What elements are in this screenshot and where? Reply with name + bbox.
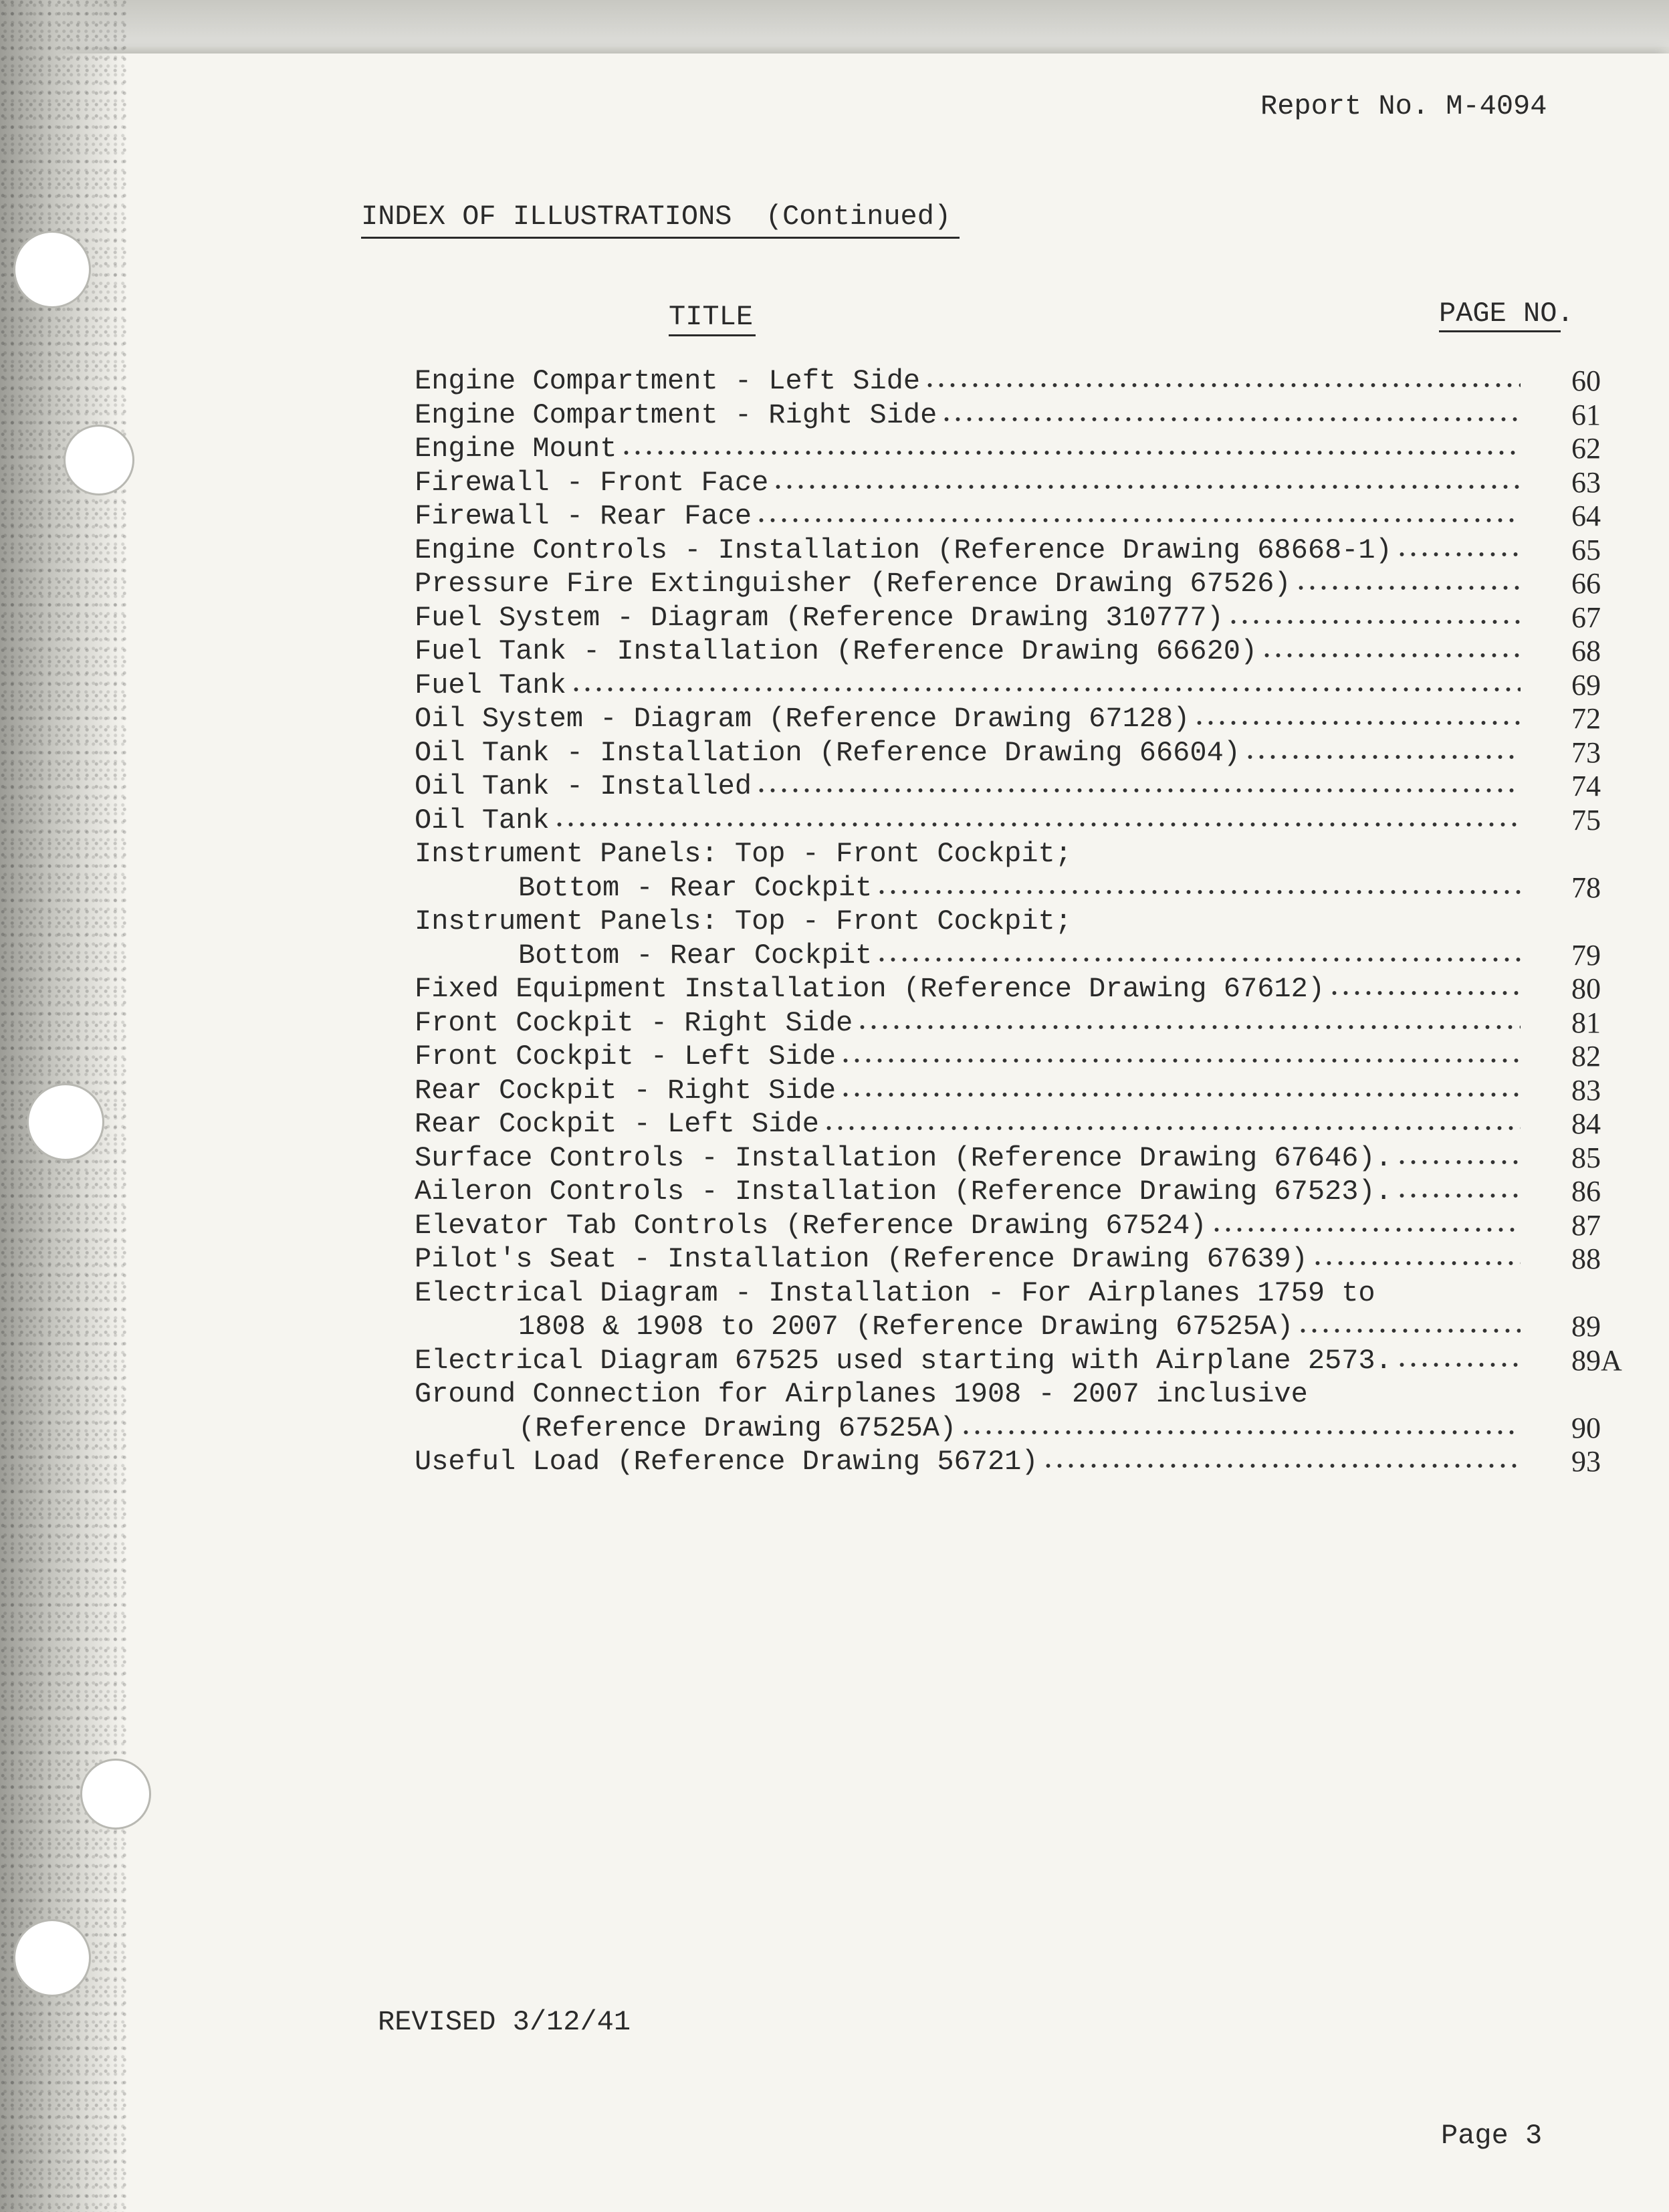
entry-page-number: 83 [1571,1073,1601,1107]
entry-title: Firewall - Front Face [415,466,769,499]
entry-page-number: 69 [1571,668,1601,701]
index-entry-line [415,803,1601,838]
index-entry-line [415,533,1601,568]
dot-leader [772,485,1521,489]
entry-title: Oil Tank - Installed [415,770,752,802]
index-entry [415,432,1601,466]
index-heading: INDEX OF ILLUSTRATIONS (Continued) [361,201,952,233]
entry-page-number: 64 [1571,500,1601,532]
dot-leader [554,822,1521,826]
index-entry-line [415,1006,1601,1040]
entry-title: Engine Compartment - Right Side [415,399,937,431]
dot-leader [1396,1363,1521,1367]
index-entry [415,736,1601,770]
dot-leader [756,788,1521,792]
index-entry [415,1445,1601,1479]
heading-underline [361,237,960,239]
entry-page-number: 78 [1571,871,1601,904]
scan-top-edge [0,0,1669,47]
dot-leader [960,1430,1521,1434]
index-entry [415,1377,1601,1445]
index-entry [415,803,1601,838]
page-number: Page 3 [1441,2120,1543,2152]
revision-date: REVISED 3/12/41 [378,2006,631,2038]
entry-title: Rear Cockpit - Left Side [415,1108,819,1140]
punch-hole [27,1083,104,1161]
entry-page-number: 89A [1571,1343,1622,1377]
dot-leader [1211,1228,1521,1232]
entry-title: Fuel System - Diagram (Reference Drawing 310777) [415,601,1224,634]
index-entry [415,905,1601,972]
index-entry [415,364,1601,399]
index-entry-line [415,1377,1525,1412]
index-entry [415,1107,1601,1141]
entry-page-number: 88 [1571,1242,1601,1275]
entry-title: Engine Mount [415,433,617,465]
dot-leader [876,958,1521,962]
entry-title: (Reference Drawing 67525A) [518,1412,957,1444]
index-entry [415,635,1601,669]
dot-leader [1312,1261,1521,1265]
dot-leader [1295,586,1521,590]
dot-leader [840,1059,1521,1063]
dot-leader [924,383,1521,387]
dot-leader [1396,1160,1521,1164]
index-entry-list [415,364,1622,1479]
index-entry-line [415,500,1601,534]
entry-title: Engine Controls - Installation (Reference Drawing 68668-1) [415,534,1392,566]
entry-title: Fuel Tank [415,669,566,701]
page-underline [1439,330,1561,332]
index-entry-line [415,702,1601,736]
index-entry [415,1277,1601,1344]
index-entry [415,465,1601,500]
report-number: Report No. M-4094 [1260,90,1547,122]
dot-leader [857,1025,1521,1029]
dot-leader [756,518,1521,522]
entry-title: Fuel Tank - Installation (Reference Drawing 66620) [415,635,1258,667]
entry-page-number: 81 [1571,1006,1601,1039]
index-entry-line [415,770,1601,804]
dot-leader [1261,653,1521,657]
entry-title: Electrical Diagram - Installation - For Airplanes 1759 to [415,1277,1375,1309]
dot-leader [1244,755,1521,759]
index-entry-line [415,567,1601,601]
index-entry-line [415,398,1601,433]
punch-hole [13,231,91,308]
index-entry [415,533,1601,568]
entry-page-number: 79 [1571,938,1601,972]
index-entry-line [415,1141,1601,1176]
dot-leader [1194,721,1521,725]
column-header-page: PAGE NO. [1439,298,1574,330]
entry-page-number: 74 [1571,770,1601,802]
entry-title: Bottom - Rear Cockpit [518,871,873,904]
entry-page-number: 75 [1571,803,1601,837]
index-entry-line [415,432,1601,466]
entry-title: Instrument Panels: Top - Front Cockpit; [415,838,1072,870]
index-entry [415,1141,1601,1176]
index-entry-line [415,736,1601,770]
entry-page-number: 65 [1571,533,1601,566]
dot-leader [1228,620,1521,624]
index-entry [415,770,1601,804]
dot-leader [1396,1194,1521,1198]
index-entry-line [415,668,1601,703]
column-header-title: TITLE [669,301,754,333]
dot-leader [621,451,1521,455]
entry-title: 1808 & 1908 to 2007 (Reference Drawing 67525A) [518,1311,1294,1343]
title-underline [669,334,756,336]
entry-page-number: 86 [1571,1175,1601,1208]
entry-title: Electrical Diagram 67525 used starting with Airplane 2573. [415,1344,1392,1377]
entry-page-number: 63 [1571,465,1601,499]
entry-page-number: 72 [1571,702,1601,735]
index-entry-line [415,465,1601,500]
index-entry [415,1242,1601,1277]
index-entry-line [415,1073,1601,1108]
entry-page-number: 80 [1571,972,1601,1005]
index-entry-line [415,972,1601,1006]
index-entry [415,702,1601,736]
index-entry-line [415,600,1601,635]
index-entry [415,1006,1601,1040]
index-entry [415,600,1601,635]
index-entry [415,398,1601,433]
index-entry-line [415,1277,1525,1311]
entry-page-number: 60 [1571,364,1601,397]
index-entry-line [415,1310,1601,1344]
index-entry-line [415,905,1525,939]
index-entry-line [415,1107,1601,1141]
index-entry-line [415,938,1601,973]
entry-title: Oil Tank - Installation (Reference Drawing 66604) [415,736,1241,769]
index-entry [415,1040,1601,1074]
entry-page-number: 82 [1571,1040,1601,1073]
index-entry-line [415,837,1525,871]
entry-page-number: 93 [1571,1445,1601,1478]
index-entry [415,500,1601,534]
dot-leader [1297,1329,1521,1333]
entry-title: Front Cockpit - Left Side [415,1040,837,1073]
entry-title: Useful Load (Reference Drawing 56721) [415,1446,1038,1478]
entry-page-number: 85 [1571,1141,1601,1174]
dot-leader [1396,552,1521,556]
entry-page-number: 87 [1571,1208,1601,1242]
entry-page-number: 61 [1571,398,1601,431]
index-entry-line [415,1242,1601,1277]
index-entry [415,668,1601,703]
entry-title: Front Cockpit - Right Side [415,1006,853,1039]
dot-leader [823,1126,1521,1130]
entry-page-number: 90 [1571,1411,1601,1444]
index-entry-line [415,1208,1601,1243]
index-entry [415,972,1601,1006]
entry-page-number: 66 [1571,567,1601,600]
entry-title: Bottom - Rear Cockpit [518,939,873,972]
index-entry [415,1343,1622,1378]
index-entry [415,567,1601,601]
index-entry [415,1208,1601,1243]
index-entry [415,1073,1601,1108]
entry-title: Pressure Fire Extinguisher (Reference Drawing 67526) [415,568,1291,600]
index-entry-line [415,871,1601,905]
dot-leader [840,1093,1521,1097]
dot-leader [1329,991,1521,995]
entry-title: Fixed Equipment Installation (Reference Drawing 67612) [415,973,1325,1005]
index-entry-line [415,1411,1601,1446]
dot-leader [876,890,1521,894]
entry-title: Elevator Tab Controls (Reference Drawing 67524) [415,1209,1207,1242]
entry-page-number: 62 [1571,432,1601,465]
entry-page-number: 84 [1571,1107,1601,1140]
index-entry-line [415,635,1601,669]
entry-title: Instrument Panels: Top - Front Cockpit; [415,905,1072,937]
entry-title: Rear Cockpit - Right Side [415,1074,837,1107]
entry-title: Firewall - Rear Face [415,500,752,532]
entry-title: Surface Controls - Installation (Reference Drawing 67646). [415,1141,1392,1174]
entry-page-number: 89 [1571,1310,1601,1343]
index-entry-line [415,1040,1601,1074]
dot-leader [570,687,1521,691]
entry-title: Pilot's Seat - Installation (Reference Drawing 67639) [415,1243,1308,1275]
index-entry [415,1175,1601,1209]
punch-hole [80,1759,151,1830]
index-entry-line [415,364,1601,399]
entry-title: Ground Connection for Airplanes 1908 - 2007 inclusive [415,1378,1308,1410]
index-entry [415,837,1601,905]
entry-title: Aileron Controls - Installation (Reference Drawing 67523). [415,1176,1392,1208]
index-entry-line [415,1343,1622,1378]
entry-page-number: 73 [1571,736,1601,769]
entry-title: Oil Tank [415,804,550,837]
entry-page-number: 68 [1571,635,1601,667]
entry-title: Engine Compartment - Left Side [415,365,921,397]
entry-page-number: 67 [1571,600,1601,634]
dot-leader [1042,1464,1521,1468]
index-entry-line [415,1445,1601,1479]
dot-leader [941,417,1521,421]
punch-hole [13,1919,91,1997]
index-entry-line [415,1175,1601,1209]
entry-title: Oil System - Diagram (Reference Drawing 67128) [415,703,1190,735]
punch-hole [64,425,134,495]
